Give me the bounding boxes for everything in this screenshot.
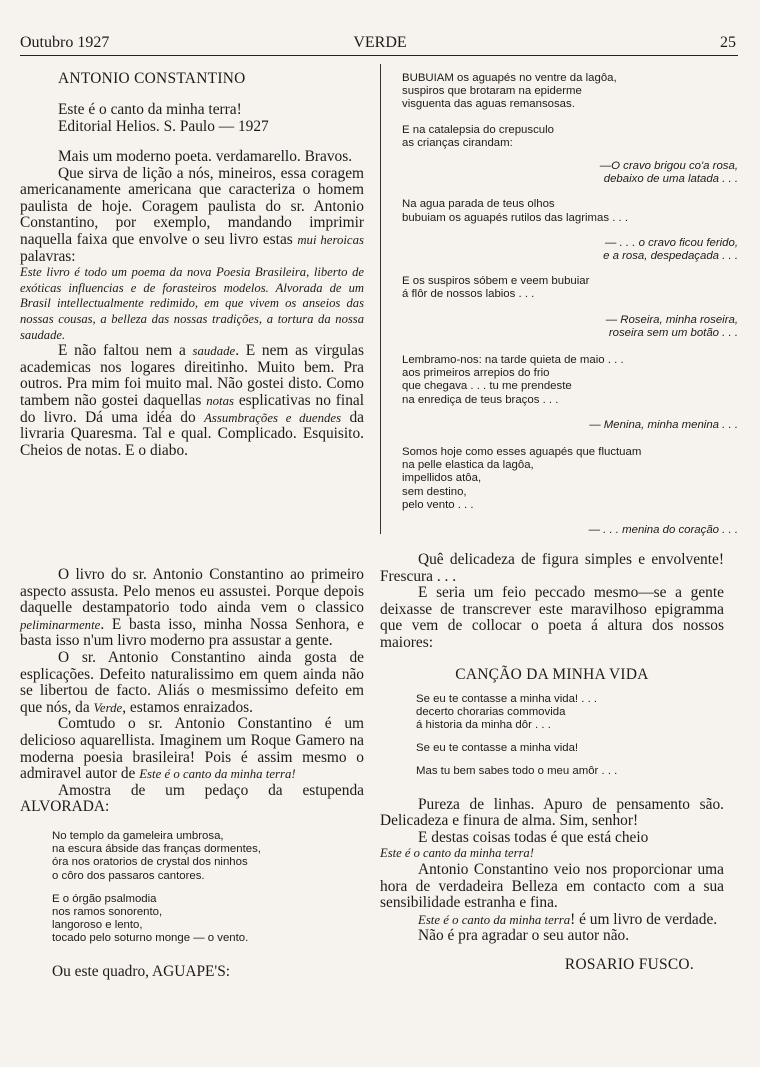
author-signature: ROSARIO FUSCO. [564,955,694,973]
verse-line: aos primeiros arrepios do frio [402,367,550,380]
poem-stanza [402,198,738,224]
verse-line: Mas tu bem sabes todo o meu amôr . . . [416,765,618,778]
verse-line: nos ramos sonorento, [52,905,163,918]
review-heading: ANTONIO CONSTANTINO [58,70,246,87]
verse-line: — . . . o cravo ficou ferido, [605,236,738,249]
paragraph: O livro do sr. Antonio Constantino ao primeiro aspecto assusta. Pelo menos eu assustei. Porque depois daquelle destampatorio todo ainda vem o classico peliminarmente. E basta isso, minha Nossa Senhora, e basta isso n'um livro moderno pra assustar a gente. [20,566,364,650]
poem-stanza [402,72,738,112]
verse-line: Somos hoje como esses aguapés que fluctuam [402,446,642,459]
verse-line: pelo vento . . . [402,498,474,511]
review-left-bottom [20,567,364,980]
verse-line: sem destino, [402,485,467,498]
verse-line: óra nos oratorios de crystal dos ninhos [52,856,248,869]
paragraph: Quê delicadeza de figura simples e envolvente! Frescura . . . [380,551,724,585]
verse-line: bubuiam os aguapés rutilos das lagrimas . . . [402,211,629,224]
poem-stanza [416,693,724,733]
book-title-reference: Este é o canto da minha terra! [380,846,534,861]
poem-stanza [402,446,738,512]
poem-stanza [52,830,364,883]
verse-line: E o órgão psalmodia [52,892,157,905]
verse-line: Se eu te contasse a minha vida! [416,742,579,755]
poem-aguapes [402,72,738,537]
verse-line: á historia da minha dôr . . . [416,718,551,731]
verse-line: na enrediça de teus braços . . . [402,393,559,406]
verse-line: debaixo de uma latada . . . [603,173,738,186]
header-date: Outubro 1927 [20,34,110,51]
verse-line: BUBUIAM os aguapés no ventre da lagôa, [402,72,617,84]
paragraph: E não faltou nem a saudade. E nem as virgulas academicas nos logares direitinho. Muito bem. Pra outros. Pra mim foi muito mal. Não gostei disto. Como tambem não gostei daquellas notas esplicativas no final do livro. Dá uma idéa do Assumbrações e duendes da livraria Quaresma. Tal e qual. Complicado. Esquisito. Cheios de notas. E o diabo. [20,342,364,459]
poem-refrain [402,419,738,432]
verse-line: e a rosa, despedaçada . . . [603,250,738,263]
book-title: Este é o canto da minha terra! [58,101,242,118]
song-title: CANÇÃO DA MINHA VIDA [455,665,649,683]
verse-line: E na catalepsia do crepusculo [402,123,554,136]
column-divider [380,64,381,534]
paragraph: Ou este quadro, AGUAPE'S: [52,962,231,980]
paragraph: E destas coisas todas é que está cheio [418,828,649,846]
verse-line: langoroso e lento, [52,919,143,932]
paragraph: Comtudo o sr. Antonio Constantino é um delicioso aquarellista. Imaginem um Roque Gamero na moderna poesia brasileira! Pois é assim mesmo o admiravel autor de Este é o canto da minha terra! [20,715,364,783]
paragraph: Este é o canto da minha terra! é um livro de verdade. [418,910,718,928]
poem-stanza [416,742,724,755]
poem-refrain [402,237,738,263]
paragraph: E seria um feio peccado mesmo—se a gente deixasse de transcrever este maravilhoso epigramma que vem de collocar o poeta á altura dos nossos maiores: [380,584,724,651]
verse-line: decerto chorarias commovida [416,705,566,718]
paragraph: Pureza de linhas. Apuro de pensamento são. Delicadeza e finura de alma. Sim, senhor! [380,795,724,830]
verse-line: impellidos atôa, [402,472,482,485]
paragraph: Antonio Constantino veio nos proporcionar uma hora de verdadeira Belleza em contacto com a sua sensibilidade estranha e fina. [380,860,724,912]
poem-stanza [402,354,738,407]
verse-line: á flôr de nossos labios . . . [402,288,535,301]
paragraph: Mais um moderno poeta. verdamarello. Bravos. [58,148,353,165]
poem-stanza [52,893,364,946]
header-title: VERDE [353,34,407,51]
verse-line: E os suspiros sóbem e veem bubuiar [402,275,590,288]
verse-line: visguenta das aguas remansosas. [402,98,575,111]
verse-line: que chegava . . . tu me prendeste [402,380,572,393]
poem-refrain [402,314,738,340]
paragraph: Não é pra agradar o seu autor não. [418,927,630,945]
verse-line: roseira sem um botão . . . [608,326,738,339]
paragraph: O sr. Antonio Constantino ainda gosta de esplicações. Defeito naturalissimo em quem ainda não se libertou de facto. Aliás o mesmissimo defeito em que nós, da Verde, estamos enraizados. [20,648,364,716]
verse-line: No templo da gameleira umbrosa, [52,829,224,842]
paragraph: Amostra de um pedaço da estupenda ALVORADA: [20,781,364,816]
header-rule [20,55,738,56]
verse-line: na escura ábside das franças dormentes, [52,843,261,856]
book-publisher: Editorial Helios. S. Paulo — 1927 [58,118,269,135]
verse-line: — . . . menina do coração . . . [588,524,738,537]
poem-refrain [402,524,738,537]
poem-stanza [416,765,724,778]
verse-line: — Roseira, minha roseira, [605,313,738,326]
quoted-blurb: Este livro é todo um poema da nova Poesia Brasileira, liberto de exóticas influencias e de forasteiros modelos. Alvorada de um Brasil intellectualmente redimido, em que vivem os anseios das nossas cousas, a belleza das nossas tradições, a tortura da nossa saudade. [20,265,364,342]
poem-stanza [402,124,738,150]
verse-line: o côro dos passaros cantores. [52,869,205,882]
verse-line: as crianças cirandam: [402,136,513,149]
header-page-number: 25 [720,34,736,51]
verse-line: tocado pelo soturno monge — o vento. [52,932,249,945]
poem-cancao [380,693,724,779]
poem-stanza [402,275,738,301]
review-right-bottom [380,552,724,974]
paragraph: Que sirva de lição a nós, mineiros, essa coragem americanamente americana que caracteriza o homem paulista de hoje. Coragem paulista do sr. Antonio Constantino, por exemplo, mandando imprimir naquella faixa que envolve o seu livro estas mui heroicas palavras: [20,164,364,265]
verse-line: —O cravo brigou co'a rosa, [599,160,738,173]
review-left-top [20,70,364,459]
verse-line: Se eu te contasse a minha vida! . . . [416,692,598,705]
verse-line: na pelle elastica da lagôa, [402,459,534,472]
verse-line: Lembramo-nos: na tarde quieta de maio . . . [402,354,624,367]
verse-line: suspiros que brotaram na epiderme [402,85,582,98]
poem-refrain [402,160,738,186]
poem-alvorada [20,830,364,946]
verse-line: Na agua parada de teus olhos [402,198,555,211]
verse-line: — Menina, minha menina . . . [589,418,738,431]
